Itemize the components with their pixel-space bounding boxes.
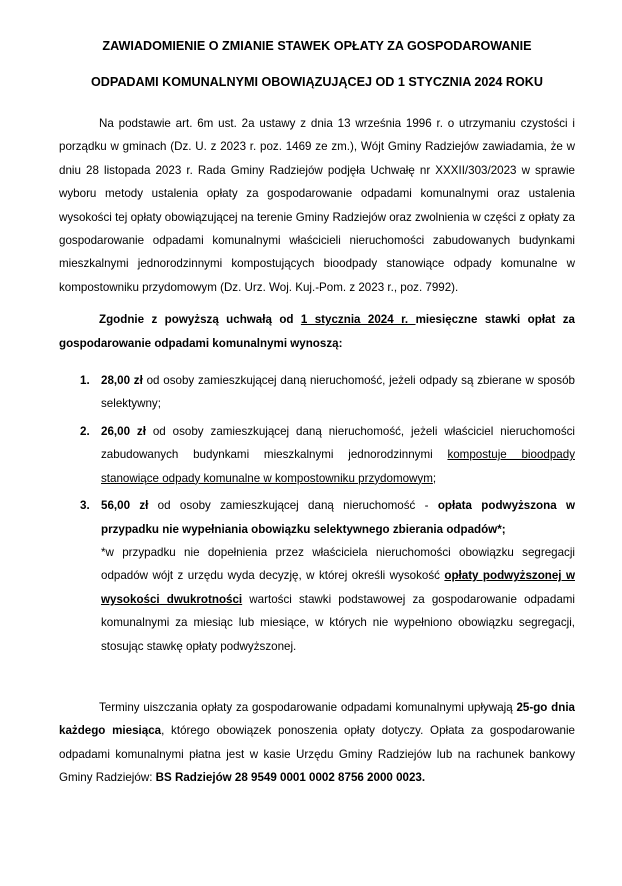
rates-intro-paragraph xyxy=(59,308,575,355)
list-item-number: 3. xyxy=(80,499,90,513)
rates-intro-after: miesięczne stawki opłat za gospodarowanie odpadami komunalnymi wynoszą: xyxy=(59,313,575,350)
title-line-1: ZAWIADOMIENIE O ZMIANIE STAWEK OPŁATY ZA GOSPODAROWANIE xyxy=(102,39,532,53)
list-item-number: 1. xyxy=(80,374,90,388)
payment-deadline: 25-go dnia każdego miesiąca xyxy=(59,700,575,738)
payment-paragraph xyxy=(59,696,575,790)
footnote-before: *w przypadku nie dopełnienia przez właściciela nieruchomości obowiązku segregacji odpadów wójt z urzędu wyda decyzję, w której określi wysokość xyxy=(101,545,575,583)
rate-description: od osoby zamieszkującej daną nieruchomość, jeżeli odpady są zbierane w sposób selektywny; xyxy=(101,374,575,411)
rates-intro-before: Zgodnie z powyższą uchwałą od xyxy=(99,313,301,327)
rate-condition-underlined: kompostuje bioodpady stanowiące odpady komunalne w kompostowniku przydomowym xyxy=(101,448,575,485)
footnote-after: wartości stawki podstawowej za gospodarowanie odpadami komunalnymi za miesiąc lub miesiące, w których nie wypełniono obowiązku segregacji, stosując stawkę opłaty podwyższonej. xyxy=(101,592,575,653)
rate-increased-note: opłata podwyższona w przypadku nie wypełniania obowiązku selektywnego zbierania odpadów*; xyxy=(101,499,575,536)
rate-description-end: ; xyxy=(432,471,437,485)
rate-amount: 56,00 zł xyxy=(101,499,149,513)
bank-account: BS Radziejów 28 9549 0001 0002 8756 2000 0023. xyxy=(155,771,426,785)
intro-paragraph: Na podstawie art. 6m ust. 2a ustawy z dnia 13 września 1996 r. o utrzymaniu czystości i porządku w gminach (Dz. U. z 2023 r. poz. 1469 ze zm.), Wójt Gminy Radziejów zawiadamia, że w dniu 28 listopada 2023 r. Rada Gminy Radziejów podjęła Uchwałę nr XXXII/303/2023 w sprawie wyboru metody ustalenia opłaty za gospodarowanie odpadami komunalnymi oraz ustalenia wysokości tej opłaty obowiązującej na terenie Gminy Radziejów oraz zwolnienia w części z opłaty za gospodarowanie odpadami komunalnymi właścicieli nieruchomości zabudowanych budynkami mieszkalnymi jednorodzinnymi kompostujących bioodpady stanowiące odpady komunalne w kompostowniku przydomowym (Dz. Urz. Woj. Kuj.-Pom. z 2023 r., poz. 7992). xyxy=(59,117,575,294)
list-item-number: 2. xyxy=(80,424,90,438)
footnote xyxy=(101,541,575,658)
rate-amount: 28,00 zł xyxy=(101,374,143,388)
payment-before: Terminy uiszczania opłaty za gospodarowanie odpadami komunalnymi upływają xyxy=(99,700,517,714)
payment-middle: , którego obowiązek ponoszenia opłaty dotyczy. Opłata za gospodarowanie odpadami komunalnymi płatna jest w kasie Urzędu Gminy Radziejów lub na rachunek bankowy Gminy Radziejów: xyxy=(59,724,575,785)
rate-description: od osoby zamieszkującej daną nieruchomość - xyxy=(148,499,438,513)
rate-description: od osoby zamieszkującej daną nieruchomość, jeżeli właściciel nieruchomości zabudowanych budynkami mieszkalnymi jednorodzinnymi xyxy=(101,424,575,462)
footnote-emphasis: opłaty podwyższonej w wysokości dwukrotności xyxy=(101,569,575,606)
rate-amount: 26,00 zł xyxy=(101,424,146,438)
list-item xyxy=(59,494,575,658)
rates-list xyxy=(59,369,575,658)
list-item xyxy=(59,420,575,490)
effective-date: 1 stycznia 2024 r. xyxy=(300,313,416,327)
list-item xyxy=(59,369,575,416)
title-line-2: ODPADAMI KOMUNALNYMI OBOWIĄZUJĄCEJ OD 1 STYCZNIA 2024 ROKU xyxy=(90,75,543,89)
